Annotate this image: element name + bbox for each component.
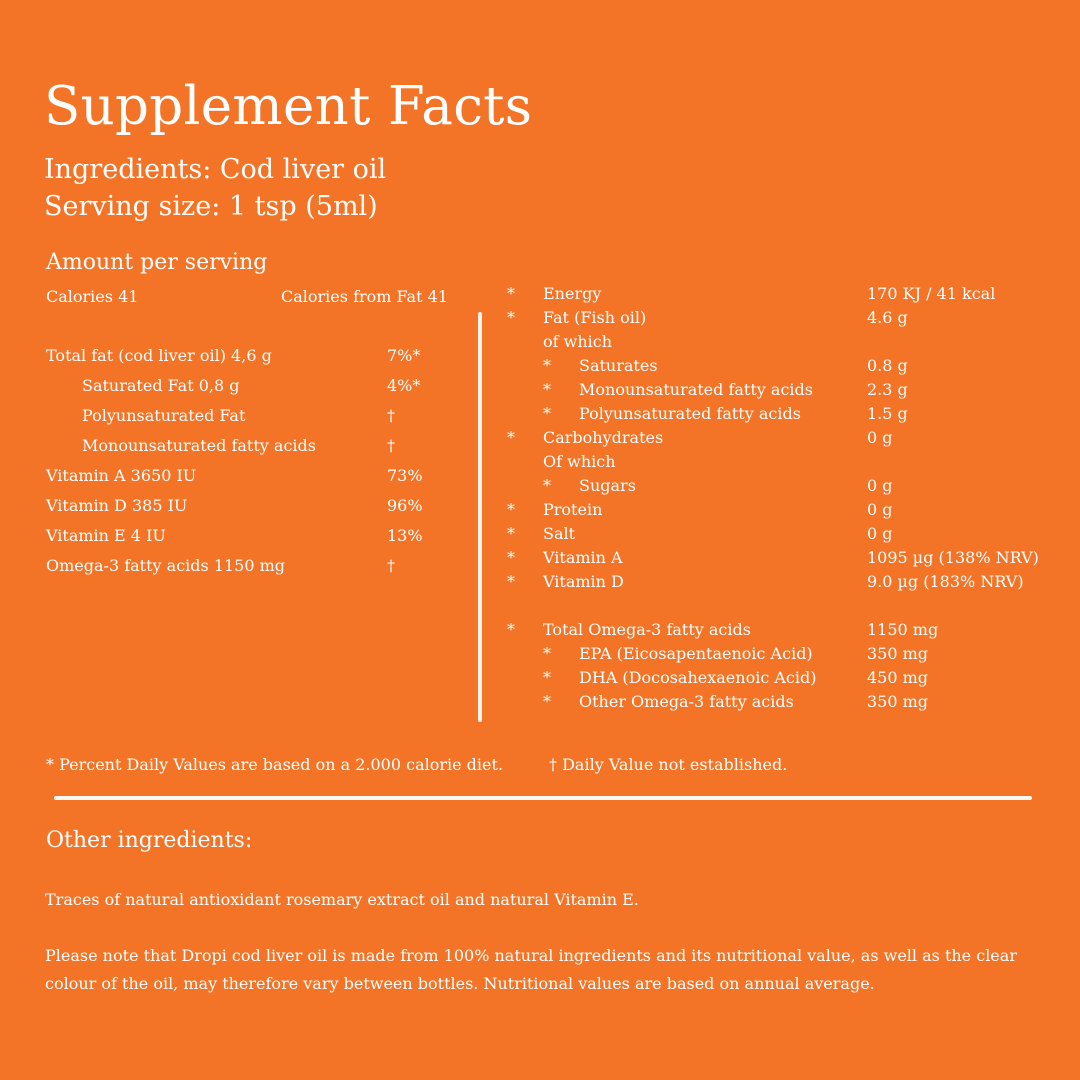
right-row-label: Of which — [543, 452, 616, 471]
right-row-label: Energy — [543, 284, 602, 303]
calories-label: Calories 41 — [46, 287, 139, 306]
right-row-label: Saturates — [579, 356, 658, 375]
left-row-label: Vitamin E 4 IU — [46, 526, 166, 545]
right-row-value: 0 g — [867, 524, 893, 543]
left-row-daily-value: 13% — [387, 526, 423, 545]
left-row-daily-value: 4%* — [387, 376, 421, 395]
left-row-label: Monounsaturated fatty acids — [82, 436, 316, 455]
left-row-daily-value: † — [387, 436, 395, 455]
calories-from-fat-label: Calories from Fat 41 — [281, 287, 448, 306]
right-row-asterisk: * — [507, 428, 515, 447]
right-row-asterisk: * — [543, 404, 551, 423]
right-row-asterisk: * — [507, 572, 515, 591]
right-row-asterisk: * — [543, 644, 551, 663]
right-row-value: 450 mg — [867, 668, 929, 687]
right-row-label: Protein — [543, 500, 603, 519]
left-row-label: Vitamin A 3650 IU — [46, 466, 197, 485]
page-title: Supplement Facts — [44, 76, 533, 137]
right-row-label: Carbohydrates — [543, 428, 664, 447]
right-row-value: 1.5 g — [867, 404, 908, 423]
ingredients-line: Ingredients: Cod liver oil — [44, 154, 387, 185]
right-row-asterisk: * — [507, 284, 515, 303]
other-ingredients-text: Traces of natural antioxidant rosemary extract oil and natural Vitamin E. — [45, 890, 639, 909]
right-row-label: EPA (Eicosapentaenoic Acid) — [579, 644, 813, 663]
amount-per-serving-heading: Amount per serving — [46, 250, 268, 275]
right-row-value: 1095 µg (138% NRV) — [867, 548, 1039, 567]
left-row-daily-value: 96% — [387, 496, 423, 515]
right-row-value: 0 g — [867, 476, 893, 495]
right-row-value: 0.8 g — [867, 356, 908, 375]
left-row-daily-value: † — [387, 556, 395, 575]
right-row-label: DHA (Docosahexaenoic Acid) — [579, 668, 817, 687]
right-row-asterisk: * — [543, 692, 551, 711]
right-row-label: Vitamin A — [543, 548, 623, 567]
left-row-label: Total fat (cod liver oil) 4,6 g — [46, 346, 272, 365]
right-row-label: Vitamin D — [543, 572, 624, 591]
right-row-value: 0 g — [867, 428, 893, 447]
right-row-asterisk: * — [507, 524, 515, 543]
right-row-asterisk: * — [507, 548, 515, 567]
right-row-asterisk: * — [543, 380, 551, 399]
left-row-daily-value: † — [387, 406, 395, 425]
left-row-daily-value: 7%* — [387, 346, 421, 365]
right-row-asterisk: * — [507, 500, 515, 519]
right-row-label: Salt — [543, 524, 576, 543]
right-row-value: 9.0 µg (183% NRV) — [867, 572, 1024, 591]
right-row-value: 1150 mg — [867, 620, 939, 639]
column-divider — [478, 312, 482, 722]
right-row-label: Sugars — [579, 476, 636, 495]
serving-size-line: Serving size: 1 tsp (5ml) — [44, 191, 378, 222]
right-row-value: 350 mg — [867, 692, 929, 711]
right-row-value: 2.3 g — [867, 380, 908, 399]
right-row-label: Polyunsaturated fatty acids — [579, 404, 801, 423]
right-row-value: 4.6 g — [867, 308, 908, 327]
right-row-label: Fat (Fish oil) — [543, 308, 647, 327]
footnote-dagger: † Daily Value not established. — [549, 755, 788, 774]
left-row-daily-value: 73% — [387, 466, 423, 485]
other-ingredients-heading: Other ingredients: — [46, 828, 253, 853]
left-row-label: Polyunsaturated Fat — [82, 406, 246, 425]
right-row-value: 170 KJ / 41 kcal — [867, 284, 996, 303]
left-row-label: Vitamin D 385 IU — [46, 496, 188, 515]
right-row-asterisk: * — [543, 668, 551, 687]
right-row-asterisk: * — [543, 356, 551, 375]
footnote-daily-values: * Percent Daily Values are based on a 2.000 calorie diet. — [46, 755, 504, 774]
right-row-value: 350 mg — [867, 644, 929, 663]
section-divider — [54, 796, 1032, 800]
right-row-label: Monounsaturated fatty acids — [579, 380, 813, 399]
right-row-asterisk: * — [507, 620, 515, 639]
right-row-value: 0 g — [867, 500, 893, 519]
left-row-label: Saturated Fat 0,8 g — [82, 376, 240, 395]
right-row-asterisk: * — [543, 476, 551, 495]
right-row-asterisk: * — [507, 308, 515, 327]
right-row-label: Total Omega-3 fatty acids — [543, 620, 751, 639]
left-row-label: Omega-3 fatty acids 1150 mg — [46, 556, 286, 575]
note-paragraph: Please note that Dropi cod liver oil is made from 100% natural ingredients and its nutritional value, as well as the clear colour of the oil, may therefore vary between bottles. Nutritional values are based on annual average. — [45, 946, 1017, 993]
right-row-label: of which — [543, 332, 613, 351]
right-row-label: Other Omega-3 fatty acids — [579, 692, 794, 711]
